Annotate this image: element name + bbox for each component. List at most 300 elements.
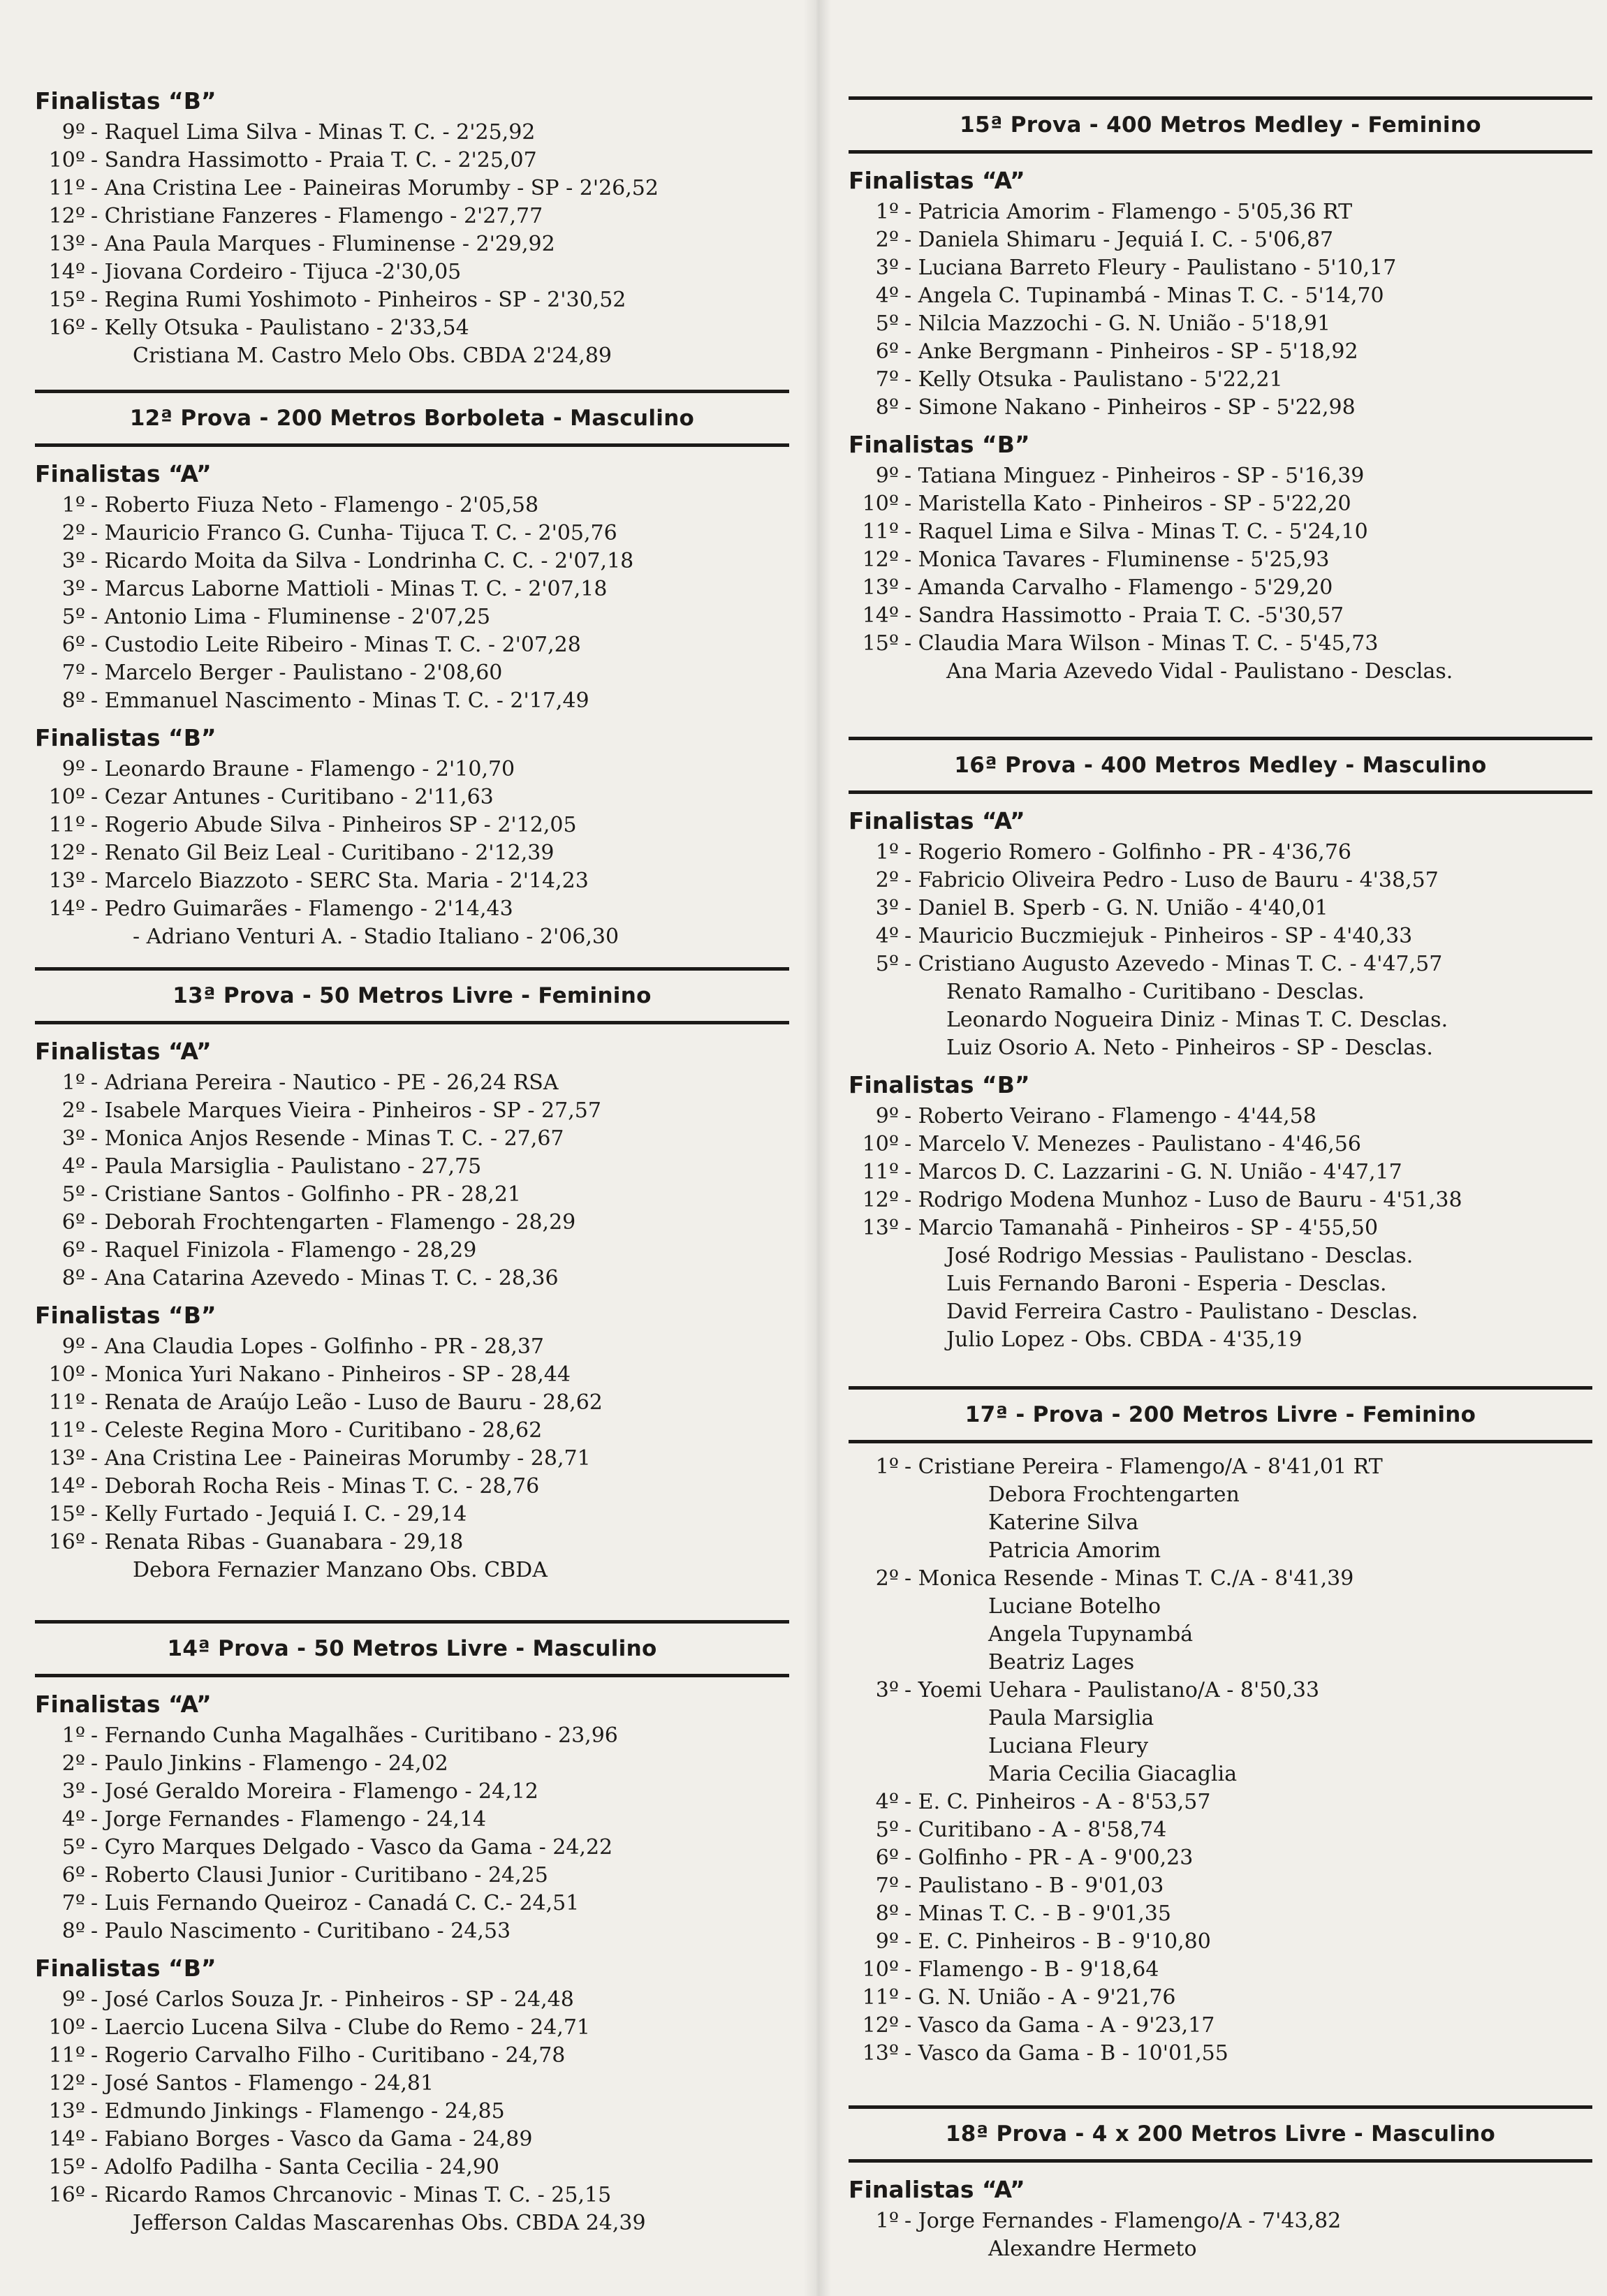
finalists-title: Finalistas “B” [35,1302,217,1329]
result-text: - Luciana Barreto Fleury - Paulistano - 5'10,17 [904,256,1397,280]
result-row [35,286,789,314]
result-row [849,1872,1592,1900]
result-row [849,630,1592,658]
result-row [35,1722,789,1750]
result-row [35,258,789,286]
result-row [35,230,789,258]
result-text: - Marcelo Biazzoto - SERC Sta. Maria - 2'14,23 [91,869,589,893]
result-row [35,839,789,867]
result-text: - Ricardo Moita da Silva - Londrinha C. C. - 2'07,18 [91,549,634,573]
result-text: - Isabele Marques Vieira - Pinheiros - SP - 27,57 [91,1098,601,1123]
spacer [849,794,1592,804]
position-label: 2º [875,228,899,252]
finalists-title: Finalistas “B” [849,1071,1030,1098]
result-text: - Mauricio Buczmiejuk - Pinheiros - SP - 4'40,33 [904,924,1413,948]
position-label: 2º [61,1751,85,1776]
result-text: - Roberto Fiuza Neto - Flamengo - 2'05,58 [91,493,539,517]
position-label: 12º [862,1188,899,1212]
position-label: 11º [862,1160,899,1184]
result-text: - Jorge Fernandes - Flamengo - 24,14 [91,1807,487,1832]
position-label: 9º [61,1987,85,2012]
position-label: 10º [862,492,899,516]
note-line: - Adriano Venturi A. - Stadio Italiano - 2'06,30 [133,925,619,949]
result-row [35,1125,789,1153]
result-row [35,2042,789,2070]
result-row [35,520,789,547]
result-text: - Kelly Otsuka - Paulistano - 5'22,21 [904,367,1283,392]
position-label: 15º [48,288,85,312]
result-text: - Cezar Antunes - Curitibano - 2'11,63 [91,785,494,809]
result-row [849,1844,1592,1872]
result-text: - Celeste Regina Moro - Curitibano - 28,62 [91,1418,543,1443]
result-text: - Raquel Finizola - Flamengo - 28,29 [91,1238,477,1263]
result-text: - Maristella Kato - Pinheiros - SP - 5'22,20 [904,492,1351,516]
result-row [35,1473,789,1501]
result-row [849,1677,1592,1705]
result-row [35,1153,789,1181]
position-label: 5º [61,1182,85,1207]
position-label: 9º [875,464,899,488]
result-row [35,1097,789,1125]
position-label: 10º [48,2015,85,2040]
result-row [849,1158,1592,1186]
position-label: 15º [48,2155,85,2179]
position-label: 10º [862,1957,899,1982]
position-label: 14º [48,260,85,284]
result-text: - Regina Rumi Yoshimoto - Pinheiros - SP - 2'30,52 [91,288,626,312]
note-line: Debora Fernazier Manzano Obs. CBDA [133,1558,548,1582]
result-text: - Pedro Guimarães - Flamengo - 2'14,43 [91,897,513,921]
position-label: 7º [61,661,85,685]
result-row [35,603,789,631]
position-label: 15º [862,631,899,656]
result-row [849,226,1592,254]
result-row [849,2207,1592,2235]
result-row [35,895,789,923]
result-text: - José Geraldo Moreira - Flamengo - 24,12 [91,1779,538,1804]
result-text: - Kelly Furtado - Jequiá I. C. - 29,14 [91,1502,467,1526]
position-label: 6º [61,1210,85,1235]
spacer [35,1945,789,1951]
result-row [35,147,789,175]
result-text: - Fernando Cunha Magalhães - Curitibano - 23,96 [91,1723,618,1748]
position-label: 6º [61,633,85,657]
relay-member: Beatriz Lages [988,1650,1135,1675]
result-text: - Monica Yuri Nakano - Pinheiros - SP - 28,44 [91,1362,571,1387]
result-text: - Ana Catarina Azevedo - Minas T. C. - 28,36 [91,1266,559,1290]
result-text: - Jorge Fernandes - Flamengo/A - 7'43,82 [904,2209,1342,2233]
note-line: Cristiana M. Castro Melo Obs. CBDA 2'24,89 [133,344,612,368]
spacer [849,154,1592,163]
position-label: 13º [48,1446,85,1471]
result-text: - Marcus Laborne Mattioli - Minas T. C. - 2'07,18 [91,577,608,601]
result-row [849,839,1592,867]
spacer [849,1062,1592,1068]
result-row [849,282,1592,310]
note-line: Renato Ramalho - Curitibano - Desclas. [946,980,1365,1004]
finalists-title: Finalistas “B” [35,724,217,751]
result-row [849,1565,1592,1593]
position-label: 13º [48,869,85,893]
position-label: 5º [875,952,899,976]
prova-12-section [35,390,789,951]
prova-header: 12ª Prova - 200 Metros Borboleta - Masculino [35,390,789,447]
finalists-title: Finalistas “B” [849,431,1030,458]
prova-13-section [35,967,789,1584]
result-text: - Vasco da Gama - A - 9'23,17 [904,2013,1215,2038]
result-row [849,895,1592,922]
result-text: - Marcelo Berger - Paulistano - 2'08,60 [91,661,503,685]
relay-member: Luciane Botelho [988,1594,1161,1619]
result-text: - Cristiane Santos - Golfinho - PR - 28,21 [91,1182,521,1207]
position-label: 4º [875,1790,899,1814]
position-label: 11º [48,1390,85,1415]
position-label: 8º [61,1266,85,1290]
result-text: - Rodrigo Modena Munhoz - Luso de Bauru - 4'51,38 [904,1188,1462,1212]
page-fold [803,0,831,2296]
spacer [35,1293,789,1298]
result-row [849,338,1592,366]
position-label: 5º [61,605,85,629]
result-text: - Amanda Carvalho - Flamengo - 5'29,20 [904,575,1333,600]
result-text: - G. N. União - A - 9'21,76 [904,1985,1176,2010]
relay-member: Katerine Silva [988,1510,1139,1535]
position-label: 13º [48,232,85,256]
result-text: - Minas T. C. - B - 9'01,35 [904,1901,1171,1926]
result-text: - Ana Cristina Lee - Paineiras Morumby - SP - 2'26,52 [91,176,659,200]
spacer [849,422,1592,427]
result-text: - José Santos - Flamengo - 24,81 [91,2071,434,2096]
position-label: 14º [862,603,899,628]
result-text: - Deborah Frochtengarten - Flamengo - 28,29 [91,1210,576,1235]
position-label: 5º [61,1835,85,1860]
result-row [35,1389,789,1417]
result-row [849,950,1592,978]
result-row [35,1445,789,1473]
position-label: 11º [862,520,899,544]
result-row [35,1862,789,1890]
note-line: Ana Maria Azevedo Vidal - Paulistano - Desclas. [946,659,1453,684]
result-row [35,2126,789,2154]
result-row [849,490,1592,518]
prova-15-section [849,96,1592,686]
result-text: - Tatiana Minguez - Pinheiros - SP - 5'16,39 [904,464,1365,488]
result-text: - Vasco da Gama - B - 10'01,55 [904,2041,1228,2066]
finalists-title: Finalistas “A” [849,167,1025,194]
note-line: Julio Lopez - Obs. CBDA - 4'35,19 [946,1327,1303,1352]
relay-member: Angela Tupynambá [988,1622,1194,1647]
result-text: - Daniela Shimaru - Jequiá I. C. - 5'06,87 [904,228,1334,252]
prova-header: 13ª Prova - 50 Metros Livre - Feminino [35,967,789,1024]
position-label: 6º [875,1846,899,1870]
note-line: Leonardo Nogueira Diniz - Minas T. C. Desclas. [946,1008,1448,1032]
position-label: 4º [875,284,899,308]
result-row [35,756,789,783]
result-row [35,1181,789,1209]
result-row [849,922,1592,950]
position-label: 16º [48,2183,85,2207]
position-label: 5º [875,311,899,336]
result-row [849,1956,1592,1984]
result-text: - Daniel B. Sperb - G. N. União - 4'40,01 [904,896,1328,920]
result-row [35,1361,789,1389]
result-row [849,1214,1592,1242]
result-row [35,631,789,659]
result-row [35,175,789,203]
result-row [849,546,1592,574]
relay-member: Alexandre Hermeto [988,2237,1197,2261]
result-row [35,1265,789,1293]
position-label: 12º [48,204,85,228]
result-row [849,602,1592,630]
relay-member: Debora Frochtengarten [988,1482,1240,1507]
result-text: - Rogerio Romero - Golfinho - PR - 4'36,76 [904,840,1352,864]
result-row [35,1986,789,2014]
position-label: 1º [875,200,899,224]
position-label: 9º [61,757,85,781]
position-label: 9º [875,1104,899,1128]
result-text: - Ana Paula Marques - Fluminense - 2'29,92 [91,232,555,256]
result-text: - Leonardo Braune - Flamengo - 2'10,70 [91,757,515,781]
result-text: - Jiovana Cordeiro - Tijuca -2'30,05 [91,260,462,284]
result-row [35,1333,789,1361]
position-label: 14º [48,1474,85,1499]
result-text: - Adolfo Padilha - Santa Cecilia - 24,90 [91,2155,499,2179]
position-label: 10º [48,785,85,809]
prova-header: 18ª Prova - 4 x 200 Metros Livre - Masculino [849,2105,1592,2163]
position-label: 4º [875,924,899,948]
position-label: 3º [875,256,899,280]
result-row [849,198,1592,226]
result-row [849,867,1592,895]
prova-header: 15ª Prova - 400 Metros Medley - Feminino [849,96,1592,154]
result-row [35,119,789,147]
result-text: - Emmanuel Nascimento - Minas T. C. - 2'17,49 [91,689,589,713]
result-row [35,687,789,715]
position-label: 10º [48,1362,85,1387]
result-text: - E. C. Pinheiros - A - 8'53,57 [904,1790,1211,1814]
result-row [35,1529,789,1557]
result-row [35,811,789,839]
position-label: 13º [48,2099,85,2124]
note-line: Luiz Osorio A. Neto - Pinheiros - SP - Desclas. [946,1036,1433,1060]
result-text: - Fabiano Borges - Vasco da Gama - 24,89 [91,2127,533,2151]
result-text: - Curitibano - A - 8'58,74 [904,1818,1167,1842]
relay-member: Paula Marsiglia [988,1706,1154,1730]
result-row [35,203,789,230]
result-row [849,1103,1592,1131]
result-row [849,1984,1592,2012]
spacer [35,1677,789,1687]
result-text: - Mauricio Franco G. Cunha- Tijuca T. C. - 2'05,76 [91,521,617,545]
result-row [35,1750,789,1778]
result-row [35,1237,789,1265]
result-row [35,314,789,342]
finalists-title: Finalistas “B” [35,1955,217,1982]
finalists-title: Finalistas “A” [849,2176,1025,2203]
position-label: 2º [875,868,899,892]
position-label: 1º [875,2209,899,2233]
result-row [35,2098,789,2126]
result-row [849,1453,1592,1481]
finalists-title: Finalistas “A” [35,1038,212,1065]
prova-16-section [849,737,1592,1354]
position-label: 2º [61,1098,85,1123]
position-label: 11º [862,1985,899,2010]
prova-14-section [35,1620,789,2237]
result-text: - Rogerio Carvalho Filho - Curitibano - 24,78 [91,2043,566,2068]
finalists-b-section [35,84,789,370]
result-text: - Golfinho - PR - A - 9'00,23 [904,1846,1194,1870]
result-text: - Cristiano Augusto Azevedo - Minas T. C. - 4'47,57 [904,952,1443,976]
result-text: - Kelly Otsuka - Paulistano - 2'33,54 [91,316,469,340]
result-text: - Christiane Fanzeres - Flamengo - 2'27,77 [91,204,543,228]
result-text: - Patricia Amorim - Flamengo - 5'05,36 RT [904,200,1353,224]
result-text: - Monica Anjos Resende - Minas T. C. - 27,67 [91,1126,564,1151]
position-label: 7º [875,1874,899,1898]
result-row [849,1131,1592,1158]
position-label: 4º [61,1807,85,1832]
result-row [35,1890,789,1918]
position-label: 13º [862,1216,899,1240]
position-label: 11º [48,2043,85,2068]
position-label: 1º [875,1455,899,1479]
position-label: 7º [875,367,899,392]
position-label: 11º [48,1418,85,1443]
note-line: José Rodrigo Messias - Paulistano - Desclas. [946,1244,1414,1268]
result-text: - Custodio Leite Ribeiro - Minas T. C. - 2'07,28 [91,633,581,657]
position-label: 4º [61,1154,85,1179]
result-text: - Yoemi Uehara - Paulistano/A - 8'50,33 [904,1678,1320,1702]
result-text: - Cristiane Pereira - Flamengo/A - 8'41,01 RT [904,1455,1383,1479]
result-row [35,1501,789,1529]
result-text: - Adriana Pereira - Nautico - PE - 26,24 RSA [91,1070,559,1095]
position-label: 3º [61,1126,85,1151]
prova-17-section [849,1386,1592,2068]
result-text: - E. C. Pinheiros - B - 9'10,80 [904,1929,1211,1954]
result-row [35,659,789,687]
result-text: - Renato Gil Beiz Leal - Curitibano - 2'12,39 [91,841,555,865]
position-label: 10º [862,1132,899,1156]
result-text: - Renata Ribas - Guanabara - 29,18 [91,1530,464,1554]
result-row [35,2070,789,2098]
position-label: 9º [61,120,85,145]
position-label: 16º [48,1530,85,1554]
finalists-title: Finalistas “B” [35,87,217,115]
result-row [849,254,1592,282]
result-text: - Paulo Nascimento - Curitibano - 24,53 [91,1919,511,1943]
result-text: - Simone Nakano - Pinheiros - SP - 5'22,98 [904,395,1356,420]
result-text: - Monica Resende - Minas T. C./A - 8'41,39 [904,1566,1354,1591]
position-label: 14º [48,897,85,921]
result-text: - Deborah Rocha Reis - Minas T. C. - 28,76 [91,1474,540,1499]
position-label: 16º [48,316,85,340]
result-text: - Sandra Hassimotto - Praia T. C. - 2'25,07 [91,148,537,172]
position-label: 1º [61,493,85,517]
result-text: - Marcelo V. Menezes - Paulistano - 4'46,56 [904,1132,1361,1156]
result-text: - Rogerio Abude Silva - Pinheiros SP - 2'12,05 [91,813,577,837]
result-row [35,2154,789,2181]
finalists-title: Finalistas “A” [849,807,1025,834]
result-row [849,1816,1592,1844]
spacer [849,2163,1592,2172]
result-text: - Renata de Araújo Leão - Luso de Bauru - 28,62 [91,1390,603,1415]
position-label: 14º [48,2127,85,2151]
prova-header: 16ª Prova - 400 Metros Medley - Masculino [849,737,1592,794]
position-label: 12º [862,547,899,572]
result-row [35,1834,789,1862]
result-text: - Claudia Mara Wilson - Minas T. C. - 5'45,73 [904,631,1379,656]
position-label: 1º [875,840,899,864]
result-text: - Paulistano - B - 9'01,03 [904,1874,1164,1898]
result-text: - Ana Claudia Lopes - Golfinho - PR - 28,37 [91,1334,545,1359]
result-row [35,1209,789,1237]
result-text: - Nilcia Mazzochi - G. N. União - 5'18,91 [904,311,1331,336]
result-row [35,1778,789,1806]
result-text: - Roberto Veirano - Flamengo - 4'44,58 [904,1104,1316,1128]
position-label: 12º [48,841,85,865]
result-text: - Ricardo Ramos Chrcanovic - Minas T. C. - 25,15 [91,2183,612,2207]
position-label: 8º [61,1919,85,1943]
position-label: 8º [875,395,899,420]
position-label: 12º [48,2071,85,2096]
position-label: 1º [61,1723,85,1748]
result-text: - Paulo Jinkins - Flamengo - 24,02 [91,1751,448,1776]
note-line: Luis Fernando Baroni - Esperia - Desclas. [946,1272,1387,1296]
position-label: 7º [61,1891,85,1915]
result-row [849,2040,1592,2068]
result-text: - Edmundo Jinkings - Flamengo - 24,85 [91,2099,505,2124]
result-row [35,575,789,603]
spacer [849,1443,1592,1453]
result-text: - Fabricio Oliveira Pedro - Luso de Bauru - 4'38,57 [904,868,1439,892]
position-label: 12º [862,2013,899,2038]
position-label: 6º [875,339,899,364]
position-label: 13º [862,2041,899,2066]
result-text: - Sandra Hassimotto - Praia T. C. -5'30,57 [904,603,1344,628]
position-label: 11º [48,176,85,200]
result-text: - Luis Fernando Queiroz - Canadá C. C.- 24,51 [91,1891,580,1915]
position-label: 3º [61,577,85,601]
position-label: 11º [48,813,85,837]
result-text: - Flamengo - B - 9'18,64 [904,1957,1159,1982]
result-row [849,394,1592,422]
result-text: - Ana Cristina Lee - Paineiras Morumby - 28,71 [91,1446,591,1471]
position-label: 8º [61,689,85,713]
result-text: - Raquel Lima e Silva - Minas T. C. - 5'24,10 [904,520,1368,544]
position-label: 3º [875,896,899,920]
position-label: 15º [48,1502,85,1526]
result-row [849,366,1592,394]
result-row [35,1417,789,1445]
result-row [849,1788,1592,1816]
result-row [35,1069,789,1097]
position-label: 6º [61,1238,85,1263]
result-row [849,574,1592,602]
position-label: 3º [61,1779,85,1804]
position-label: 3º [875,1678,899,1702]
position-label: 13º [862,575,899,600]
position-label: 3º [61,549,85,573]
result-text: - Paula Marsiglia - Paulistano - 27,75 [91,1154,482,1179]
relay-member: Luciana Fleury [988,1734,1149,1758]
note-line: David Ferreira Castro - Paulistano - Desclas. [946,1300,1418,1324]
result-row [849,2012,1592,2040]
result-text: - Antonio Lima - Fluminense - 2'07,25 [91,605,491,629]
result-row [35,2181,789,2209]
result-text: - Roberto Clausi Junior - Curitibano - 24,25 [91,1863,548,1887]
result-text: - Cyro Marques Delgado - Vasco da Gama - 24,22 [91,1835,613,1860]
